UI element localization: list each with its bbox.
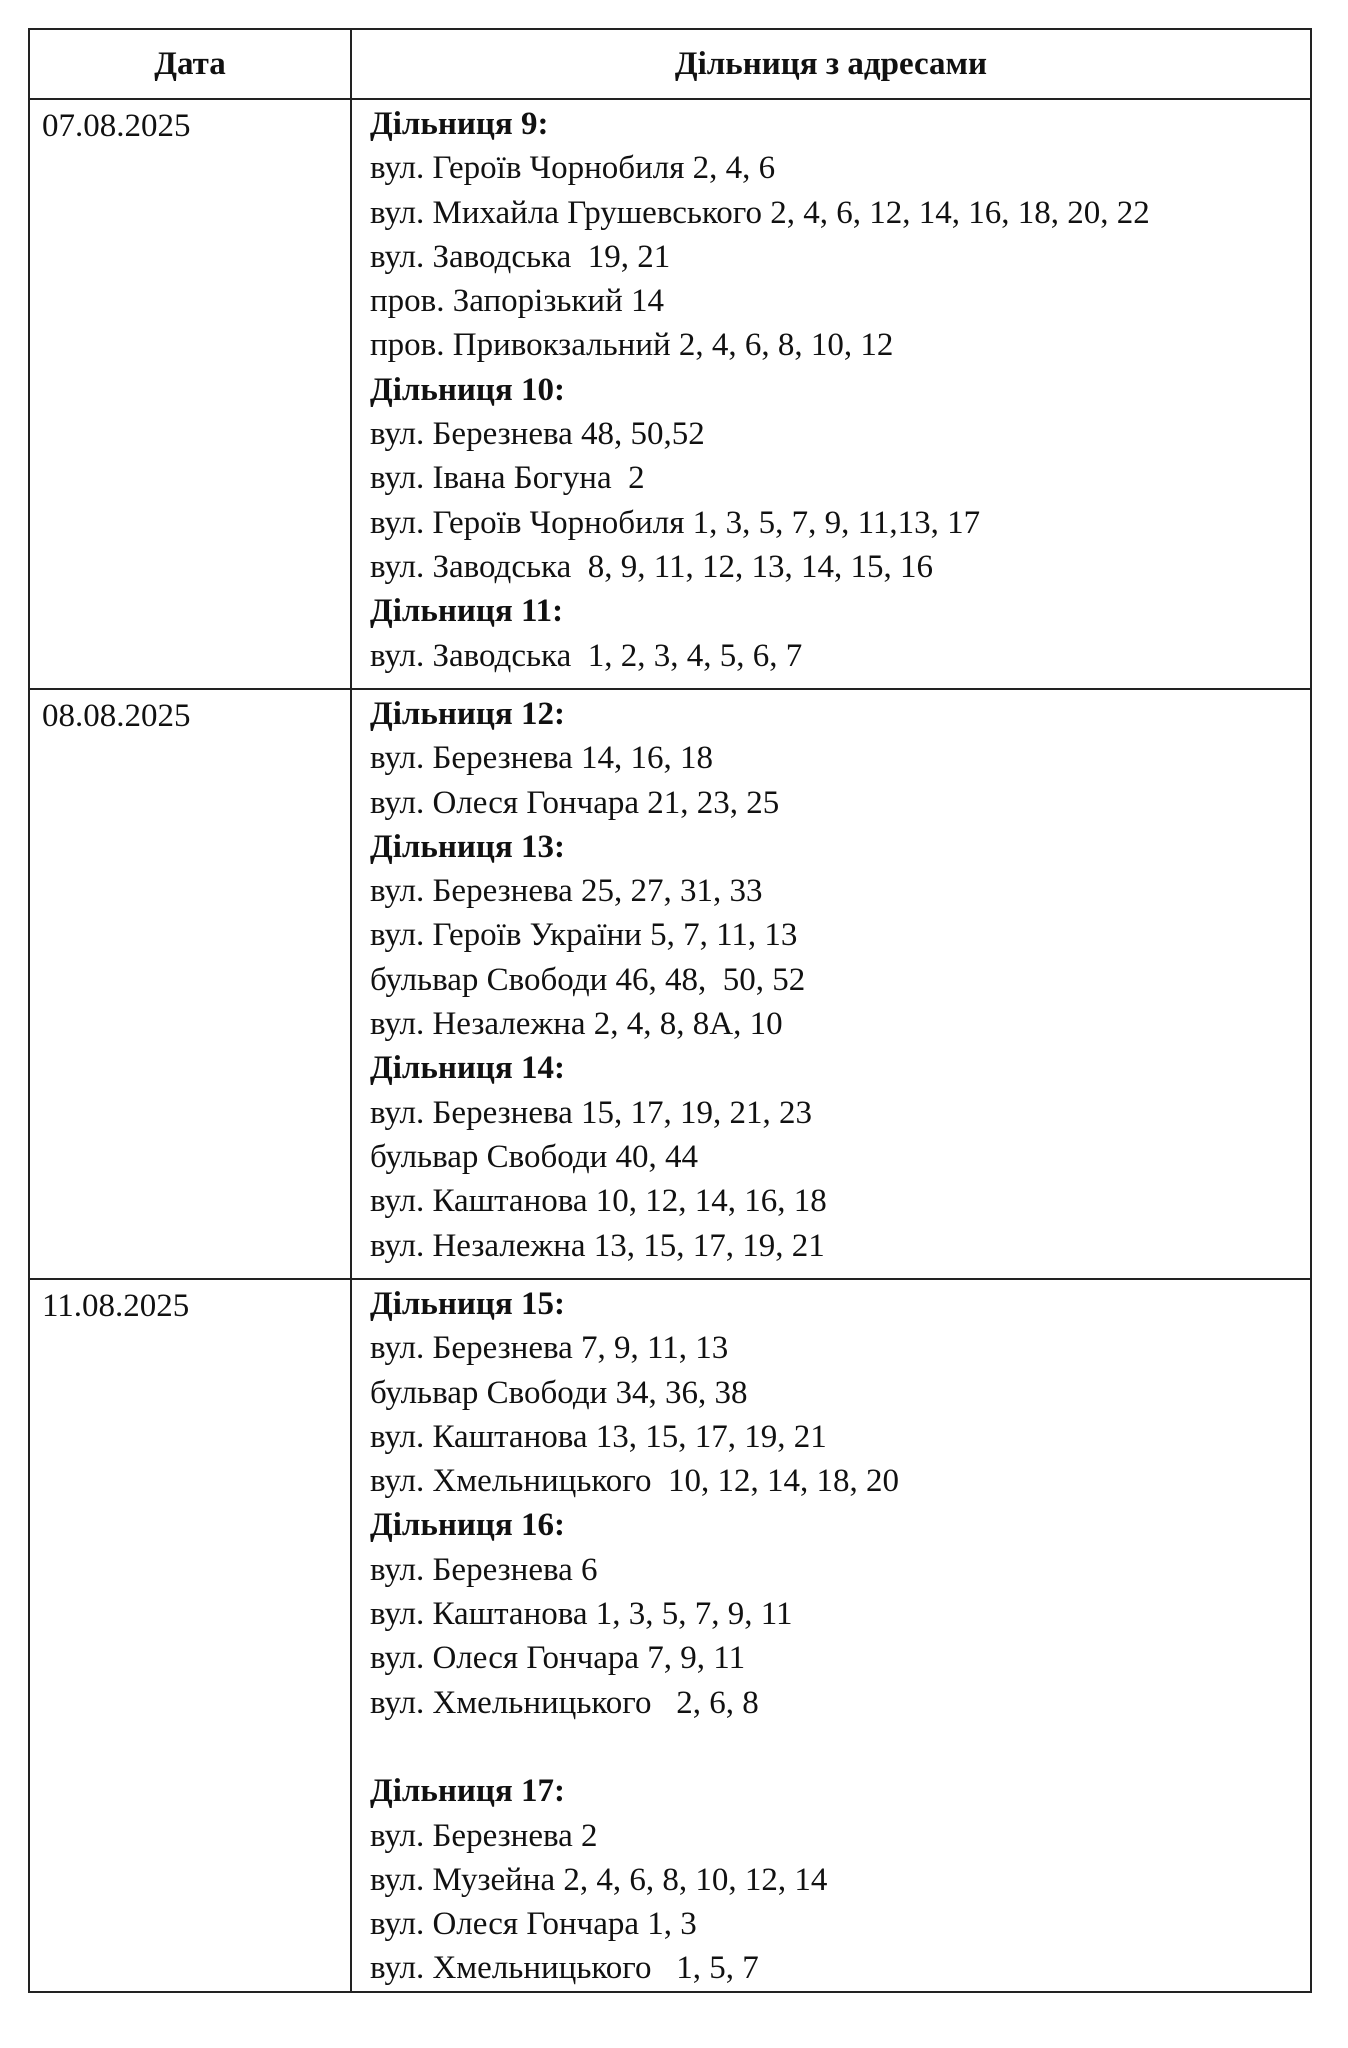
addresses-cell [351,99,1311,689]
district-heading: Дільниця 14: [370,1050,565,1087]
table-row [29,1279,1311,1992]
address-line: вул. Березнева 48, 50,52 [370,416,705,453]
schedule-table [28,28,1312,1993]
address-line: вул. Березнева 7, 9, 11, 13 [370,1330,729,1367]
address-line: вул. Івана Богуна 2 [370,460,645,497]
address-line: вул. Олеся Гончара 1, 3 [370,1906,697,1943]
address-line: вул. Героїв Чорнобиля 2, 4, 6 [370,150,776,187]
addresses-cell [351,689,1311,1279]
date-cell: 07.08.2025 [29,99,351,689]
address-line: вул. Олеся Гончара 7, 9, 11 [370,1640,746,1677]
address-line: вул. Незалежна 2, 4, 8, 8А, 10 [370,1006,783,1043]
address-line: пров. Привокзальний 2, 4, 6, 8, 10, 12 [370,327,894,364]
blank-line [370,1725,1310,1769]
address-line: вул. Каштанова 10, 12, 14, 16, 18 [370,1183,827,1220]
address-line: бульвар Свободи 34, 36, 38 [370,1374,748,1411]
address-line: вул. Хмельницького 2, 6, 8 [370,1684,759,1721]
address-line: вул. Березнева 2 [370,1817,598,1854]
district-heading: Дільниця 11: [370,593,564,630]
address-line: вул. Музейна 2, 4, 6, 8, 10, 12, 14 [370,1861,828,1898]
table-row [29,689,1311,1279]
district-heading: Дільниця 17: [370,1773,565,1810]
address-line: вул. Олеся Гончара 21, 23, 25 [370,784,780,821]
address-line: вул. Михайла Грушевського 2, 4, 6, 12, 14, 16, 18, 20, 22 [370,194,1150,231]
address-line: вул. Героїв Чорнобиля 1, 3, 5, 7, 9, 11,13, 17 [370,504,981,541]
district-heading: Дільниця 12: [370,696,565,732]
header-addresses: Дільниця з адресами [351,29,1311,99]
address-line: вул. Березнева 6 [370,1551,598,1588]
table-row [29,99,1311,689]
address-line: вул. Хмельницького 10, 12, 14, 18, 20 [370,1463,899,1500]
address-line: вул. Хмельницького 1, 5, 7 [370,1950,759,1987]
header-row [29,29,1311,99]
district-heading: Дільниця 15: [370,1286,565,1322]
district-heading: Дільниця 13: [370,828,565,865]
address-line: бульвар Свободи 40, 44 [370,1138,699,1175]
district-heading: Дільниця 9: [370,106,549,142]
address-line: вул. Березнева 15, 17, 19, 21, 23 [370,1094,813,1131]
date-cell: 08.08.2025 [29,689,351,1279]
address-line: вул. Каштанова 1, 3, 5, 7, 9, 11 [370,1596,793,1633]
address-line: вул. Березнева 14, 16, 18 [370,740,714,777]
address-line: вул. Заводська 1, 2, 3, 4, 5, 6, 7 [370,637,803,674]
address-line: вул. Заводська 19, 21 [370,238,671,275]
district-heading: Дільниця 10: [370,371,565,408]
address-line: вул. Незалежна 13, 15, 17, 19, 21 [370,1227,825,1264]
address-line: вул. Героїв України 5, 7, 11, 13 [370,917,798,954]
address-line: вул. Заводська 8, 9, 11, 12, 13, 14, 15, 16 [370,548,933,585]
address-line: бульвар Свободи 46, 48, 50, 52 [370,961,806,998]
address-line: вул. Березнева 25, 27, 31, 33 [370,873,763,910]
header-date: Дата [29,29,351,99]
address-line: вул. Каштанова 13, 15, 17, 19, 21 [370,1418,827,1455]
date-cell: 11.08.2025 [29,1279,351,1992]
address-line: пров. Запорізький 14 [370,283,665,320]
district-heading: Дільниця 16: [370,1507,565,1544]
addresses-cell [351,1279,1311,1992]
